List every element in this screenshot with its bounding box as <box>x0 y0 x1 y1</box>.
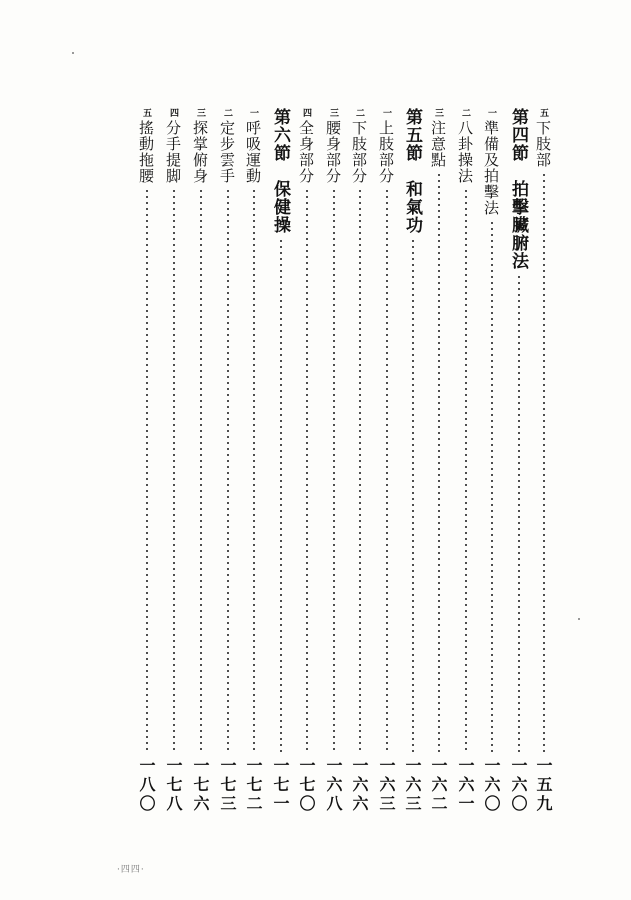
dot-leader <box>227 188 229 753</box>
toc-entry <box>427 108 450 814</box>
entry-title: 呼吸運動 <box>244 120 262 184</box>
entry-title: 上肢部分 <box>377 120 395 184</box>
dot-leader <box>491 220 493 753</box>
toc-entry <box>375 108 398 814</box>
page-number: 一八〇 <box>137 757 156 814</box>
item-number: 四 <box>301 108 311 117</box>
section-title: 第四節 拍擊臟腑法 <box>508 108 528 270</box>
item-number: 三 <box>328 108 338 117</box>
toc-section-heading <box>400 108 425 814</box>
section-title: 第六節 保健操 <box>270 108 290 234</box>
entry-title: 全身部分 <box>297 120 315 184</box>
toc-entry <box>242 108 265 814</box>
item-number: 一 <box>486 108 496 117</box>
page-number: 一六六 <box>350 757 369 814</box>
item-number: 四 <box>168 108 178 117</box>
toc-entry <box>189 108 212 814</box>
item-number: 二 <box>354 108 364 117</box>
scan-speck <box>578 618 580 620</box>
dot-leader <box>386 188 388 753</box>
page-number: 一六三 <box>377 757 396 814</box>
page-number: 一七二 <box>244 757 263 814</box>
dot-leader <box>412 238 414 753</box>
dot-leader <box>253 188 255 753</box>
entry-title: 注意點 <box>429 120 447 168</box>
dot-leader <box>359 188 361 753</box>
page-number: 一六〇 <box>509 757 528 814</box>
toc-entry <box>322 108 345 814</box>
section-title: 第五節 和氣功 <box>402 108 422 234</box>
page-number: 一七〇 <box>297 757 316 814</box>
toc-entry <box>135 108 158 814</box>
entry-title: 腰身部分 <box>324 120 342 184</box>
page-number: 一七三 <box>218 757 237 814</box>
item-number: 三 <box>433 108 443 117</box>
entry-title: 搖動拖腰 <box>137 120 155 184</box>
page-number: 一六〇 <box>482 757 501 814</box>
dot-leader <box>543 172 545 753</box>
item-number: 五 <box>141 108 151 117</box>
dot-leader <box>333 188 335 753</box>
page-number: 一六三 <box>403 757 422 814</box>
toc-entry <box>162 108 185 814</box>
page-footer: ·四四· <box>117 865 145 875</box>
page-number: 一七六 <box>191 757 210 814</box>
dot-leader <box>173 188 175 753</box>
dot-leader <box>518 274 520 753</box>
item-number: 三 <box>195 108 205 117</box>
item-number: 五 <box>538 108 548 117</box>
entry-title: 八卦操法 <box>456 120 474 184</box>
scan-speck <box>72 52 74 54</box>
page-number: 一六一 <box>456 757 475 814</box>
page-number: 一五九 <box>534 757 553 814</box>
item-number: 二 <box>460 108 470 117</box>
entry-title: 定步雲手 <box>218 120 236 184</box>
page-number: 一六八 <box>324 757 343 814</box>
toc-section-heading <box>506 108 531 814</box>
dot-leader <box>200 188 202 753</box>
dot-leader <box>465 188 467 753</box>
toc-entry <box>295 108 318 814</box>
toc-section-heading <box>268 108 293 814</box>
entry-title: 分手提脚 <box>164 120 182 184</box>
dot-leader <box>146 188 148 753</box>
page-number: 一六二 <box>429 757 448 814</box>
entry-title: 探掌俯身 <box>191 120 209 184</box>
dot-leader <box>438 172 440 753</box>
dot-leader <box>280 238 282 753</box>
dot-leader <box>306 188 308 753</box>
item-number: 一 <box>381 108 391 117</box>
toc-entry <box>216 108 239 814</box>
toc-entry <box>480 108 503 814</box>
entry-title: 準備及拍擊法 <box>482 120 500 216</box>
page-number: 一七八 <box>164 757 183 814</box>
toc-entry <box>532 108 555 814</box>
entry-title: 下肢部 <box>534 120 552 168</box>
item-number: 一 <box>248 108 258 117</box>
toc-entry <box>454 108 477 814</box>
entry-title: 下肢部分 <box>350 120 368 184</box>
toc-entry <box>348 108 371 814</box>
item-number: 二 <box>222 108 232 117</box>
page-number: 一七一 <box>271 757 290 814</box>
